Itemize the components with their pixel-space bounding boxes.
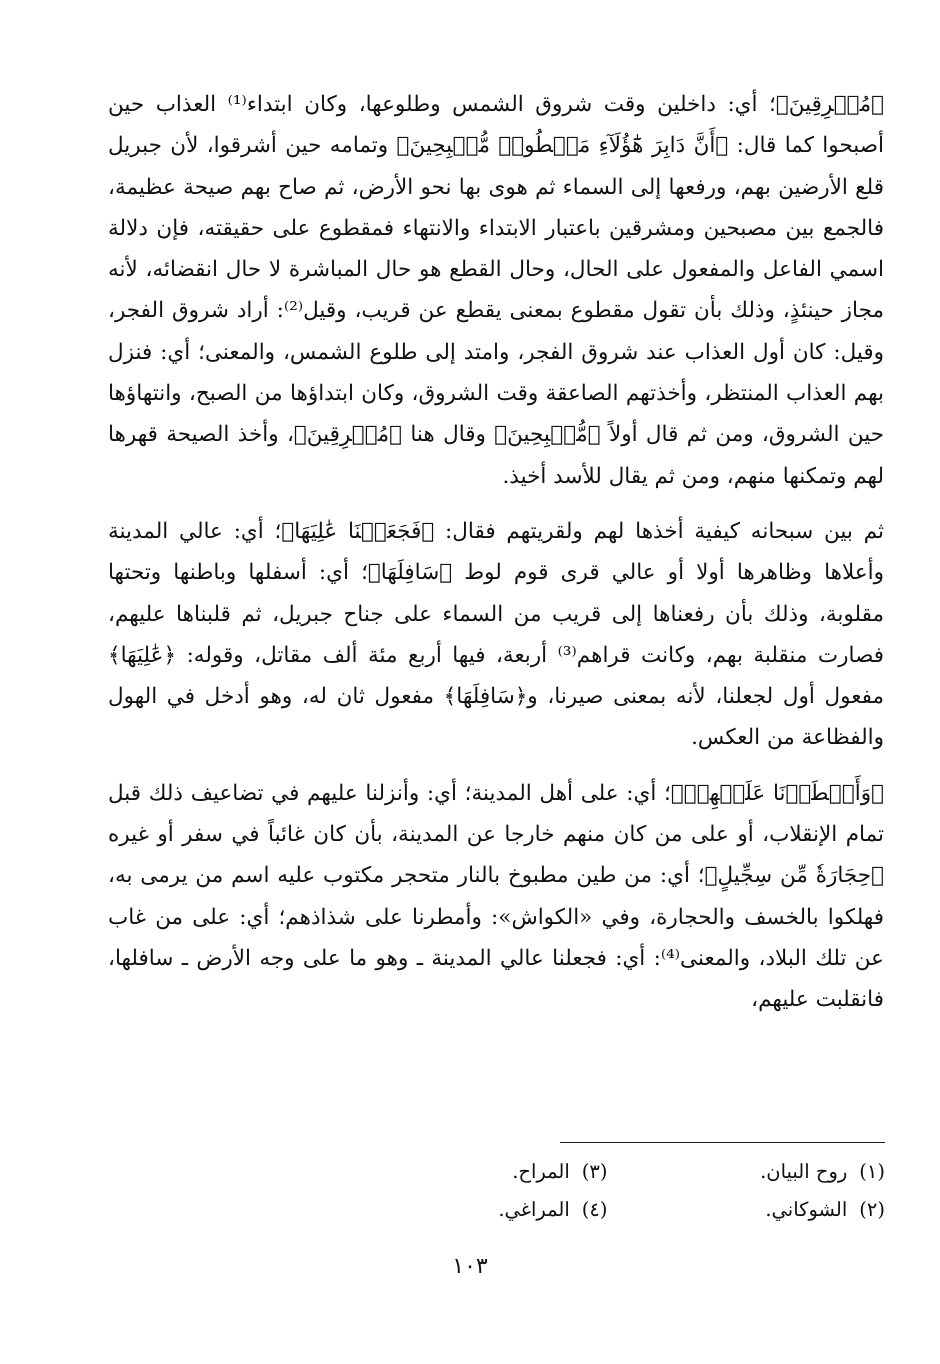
- paragraph: ﴿وَأَمۡطَرۡنَا عَلَيۡهِمۡ﴾؛ أي: على أهل المدينة؛ أي: وأنزلنا عليهم في تضاعيف ذلك قبل تمام الإنقلاب، أو على من كان منهم خارجا عن المدينة، بأن كان غائباً في سفر أو غيره ﴿حِجَارَةٗ مِّن سِجِّيلٍ﴾؛ أي: من طين مطبوخ بالنار متحجر مكتوب عليه اسم من يرمى به، فهلكوا بالخسف والحجارة، وفي «الكواش»: وأمطرنا على شذاذهم؛ أي: على من غاب عن تلك البلاد، والمعنى⁽⁴⁾: أي: فجعلنا عالي المدينة ـ وهو ما على وجه الأرض ـ سافلها، فانقلبت عليهم،: [108, 780, 884, 1013]
- paragraph: ﴿مُشۡرِقِينَ﴾؛ أي: داخلين وقت شروق الشمس وطلوعها، وكان ابتداء⁽¹⁾ العذاب حين أصبحوا كما قال: ﴿أَنَّ دَابِرَ هَٰٓؤُلَآءِ مَقۡطُوعٞ مُّصۡبِحِينَ﴾ وتمامه حين أشرقوا، لأن جبريل قلع الأرضين بهم، ورفعها إلى السماء ثم هوى بها نحو الأرض، ثم صاح بهم صيحة عظيمة، فالجمع بين مصبحين ومشرقين باعتبار الابتداء والانتهاء فمقطوع على حقيقته، فإن دلالة اسمي الفاعل والمفعول على الحال، وحال القطع هو حال المباشرة لا حال انقضائه، لأنه مجاز حينئذٍ، وذلك بأن تقول مقطوع بمعنى يقطع عن قريب، وقيل⁽²⁾: أراد شروق الفجر، وقيل: كان أول العذاب عند شروق الفجر، وامتد إلى طلوع الشمس، والمعنى؛ أي: فنزل بهم العذاب المنتظر، وأخذتهم الصاعقة وقت الشروق، وكان ابتداؤها من الصبح، وانتهاؤها حين الشروق، ومن ثم قال أولاً ﴿مُّصۡبِحِينَ﴾ وقال هنا ﴿مُشۡرِقِينَ﴾، وأخذ الصيحة قهرها لهم وتمكنها منهم، ومن ثم يقال للأسد أخيذ.: [108, 92, 884, 489]
- footnote-text: الشوكاني.: [765, 1198, 848, 1221]
- footnotes: [330, 1156, 885, 1226]
- footnote-item: [608, 1194, 886, 1226]
- main-text: [108, 84, 884, 1021]
- footnote-separator: [560, 1142, 885, 1143]
- page-number: ١٠٣: [452, 1254, 488, 1279]
- footnote-item: [608, 1156, 886, 1188]
- paragraph: ثم بين سبحانه كيفية أخذها لهم ولقريتهم فقال: ﴿فَجَعَلۡنَا عَٰلِيَهَا﴾؛ أي: عالي المدينة وأعلاها وظاهرها أولا أو عالي قرى قوم لوط ﴿سَافِلَهَا﴾؛ أي: أسفلها وباطنها وتحتها مقلوبة، وذلك بأن رفعناها إلى قريب من السماء على جناح جبريل، ثم قلبناها عليهم، فصارت منقلبة بهم، وكانت قراهم⁽³⁾ أربعة، فيها أربع مئة ألف مقاتل، وقوله: ﴿عَٰلِيَهَا﴾ مفعول أول لجعلنا، لأنه بمعنى صيرنا، و﴿سَافِلَهَا﴾ مفعول ثان له، وهو أدخل في الهول والفظاعة من العكس.: [108, 518, 884, 751]
- footnote-item: [330, 1156, 608, 1188]
- footnote-number: (٤): [581, 1198, 608, 1221]
- footnote-number: (١): [859, 1160, 885, 1183]
- footnote-text: المراغي.: [498, 1198, 570, 1221]
- footnote-item: [330, 1194, 608, 1226]
- footnote-text: المراح.: [512, 1160, 570, 1183]
- footnote-text: روح البيان.: [760, 1160, 848, 1183]
- footnote-number: (٢): [859, 1198, 885, 1221]
- footnote-number: (٣): [581, 1160, 608, 1183]
